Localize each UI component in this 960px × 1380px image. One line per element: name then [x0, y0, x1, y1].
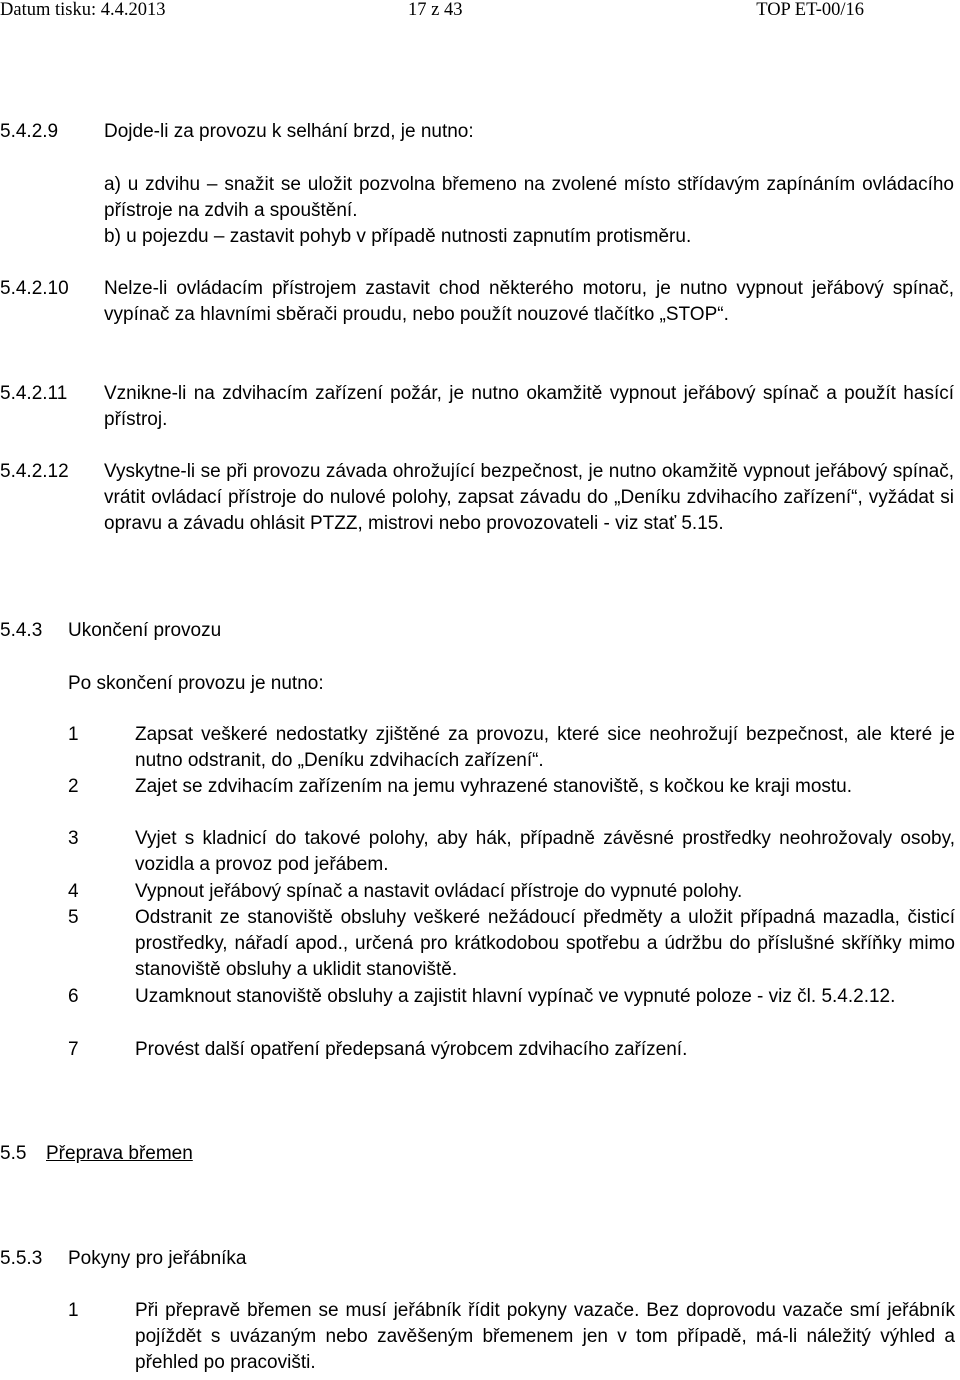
section-number: 5.4.2.12: [0, 461, 69, 482]
list-text: Uzamknout stanoviště obsluhy a zajistit hlavní vypínač ve vypnuté poloze - viz čl. 5.4.2.12.: [135, 986, 896, 1007]
section-number: 5.4.2.9: [0, 121, 59, 142]
list-number: 2: [68, 776, 79, 797]
list-number: 4: [68, 881, 79, 902]
list-text: Vypnout jeřábový spínač a nastavit ovládací přístroje do vypnuté polohy.: [135, 881, 743, 902]
sublist-item-b: b) u pojezdu – zastavit pohyb v případě nutnosti zapnutím protisměru.: [104, 226, 692, 247]
list-number: 1: [68, 724, 79, 745]
sublist-item-a: a) u zdvihu – snažit se uložit pozvolna břemeno na zvolené místo střídavým zapínáním ovládacího přístroje na zdvih a spouštění.: [104, 174, 954, 221]
list-text: Zajet se zdvihacím zařízením na jemu vyhrazené stanoviště, s kočkou ke kraji mostu.: [135, 776, 853, 797]
list-number: 1: [68, 1300, 79, 1321]
section-heading-5-5: [0, 1141, 193, 1167]
section-text: Vyskytne-li se při provozu závada ohrožující bezpečnost, je nutno okamžitě vypnout jeřábový spínač, vrátit ovládací přístroje do nulové polohy, zapsat závadu do „Deníku zdvihacího zařízení“, vyžádat si opravu a závadu ohlásit PTZZ, mistrovi nebo provozovateli - viz stať 5.15.: [104, 461, 954, 534]
list-text: Zapsat veškeré nedostatky zjištěné za provozu, které sice neohrožují bezpečnost, ale které je nutno odstranit, do „Deníku zdvihacích zařízení“.: [135, 724, 955, 771]
section-intro: Po skončení provozu je nutno:: [68, 673, 324, 694]
section-title: Pokyny pro jeřábníka: [68, 1248, 247, 1269]
section-number: 5.4.2.10: [0, 278, 69, 299]
section-number: 5.4.2.11: [0, 383, 68, 404]
list-text: Při přepravě břemen se musí jeřábník řídit pokyny vazače. Bez doprovodu vazače smí jeřábník pojíždět s uvázaným nebo zavěšeným břemenem jen v tom případě, má-li náležitý výhled a přehled po pracovišti.: [135, 1300, 955, 1373]
page-header: [0, 0, 960, 24]
section-heading-5-4-3: [0, 618, 221, 644]
section-text: Nelze-li ovládacím přístrojem zastavit chod některého motoru, je nutno vypnout jeřábový spínač, vypínač za hlavními sběrači proudu, nebo použít nouzové tlačítko „STOP“.: [104, 278, 954, 325]
section-title: Přeprava břemen: [46, 1143, 193, 1164]
section-number: 5.5.3: [0, 1248, 43, 1269]
section-title: Ukončení provozu: [68, 620, 222, 641]
list-number: 7: [68, 1039, 79, 1060]
list-text: Odstranit ze stanoviště obsluhy veškeré nežádoucí předměty a uložit případná mazadla, čisticí prostředky, nářadí apod., určená pro krátkodobou spotřebu a údržbu do příslušné skříňky mimo stanoviště obsluhy a uklidit stanoviště.: [135, 907, 955, 980]
list-number: 3: [68, 828, 79, 849]
list-number: 5: [68, 907, 79, 928]
section-number: 5.5: [0, 1143, 27, 1164]
list-number: 6: [68, 986, 79, 1007]
section-text: Vznikne-li na zdvihacím zařízení požár, je nutno okamžitě vypnout jeřábový spínač a použít hasící přístroj.: [104, 383, 954, 430]
list-text: Vyjet s kladnicí do takové polohy, aby hák, případně závěsné prostředky neohrožovaly osoby, vozidla a provoz pod jeřábem.: [135, 828, 955, 875]
list-text: Provést další opatření předepsaná výrobcem zdvihacího zařízení.: [135, 1039, 688, 1060]
section-text: Dojde-li za provozu k selhání brzd, je nutno:: [104, 121, 474, 142]
section-number: 5.4.3: [0, 620, 43, 641]
section-5-4-2-9-sublist: [104, 172, 954, 250]
print-date: Datum tisku: 4.4.2013: [0, 0, 166, 20]
page-number: 17 z 43: [408, 0, 463, 20]
section-heading-5-5-3: [0, 1246, 247, 1272]
document-code: TOP ET-00/16: [756, 0, 864, 20]
